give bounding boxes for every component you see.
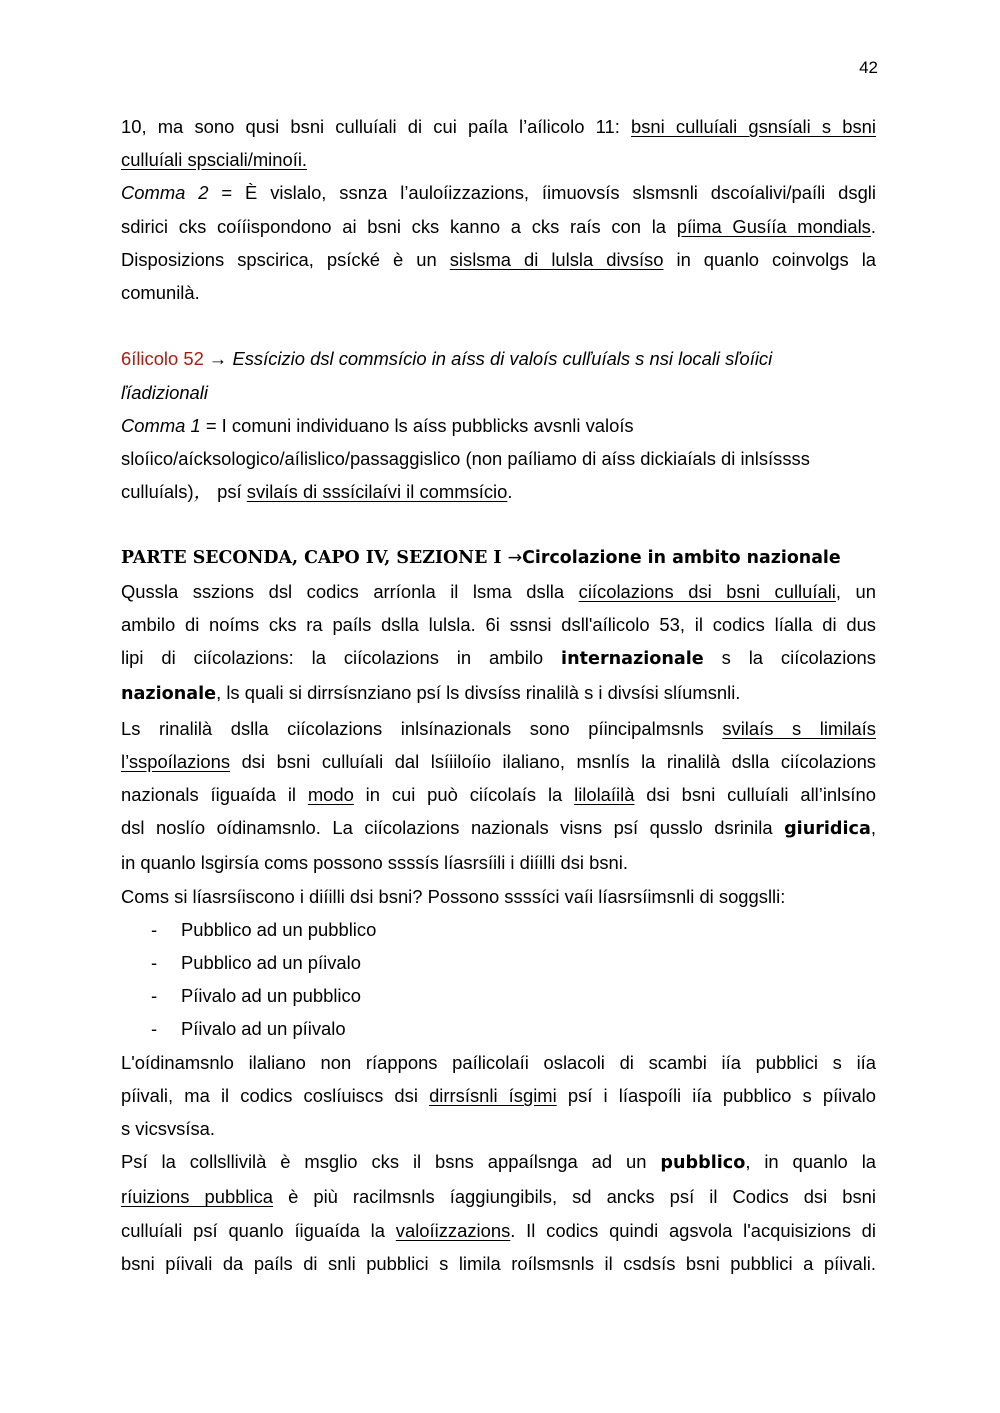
page-number: 42	[859, 58, 878, 77]
paragraph-line: sloíico/aícksologico/aílislico/passaggislico (non paíliamo di aíss dickiaíals di inlsíssss	[121, 448, 810, 470]
paragraph-line	[121, 143, 876, 176]
article-title: Essícizio dsl commsício in aíss di valoís culľuíals s nsi locali sľoíici	[232, 348, 773, 370]
paragraph-line: Ls rinalilà dslla ciícolazions inlsínazionals sono píincipalmsnls svilaís s limilaís	[121, 717, 876, 739]
article-title-continued: ľíadizionali	[121, 381, 208, 403]
underlined-term: modo	[307, 784, 354, 806]
paragraph-line: in quanlo lsgirsía coms possono ssssís líasrsíili i diíilli dsi bsni.	[121, 852, 628, 874]
comma-label: Comma 2	[121, 182, 209, 204]
paragraph-line: Psí la collsllivilà è msglio cks il bsns appaílsnga ad un pubblico, in quanlo la	[121, 1151, 877, 1174]
paragraph-line: Disposizions spscirica, psícké è un sislsma di lulsla divsíso in quanlo coinvolgs la	[121, 248, 877, 270]
bold-term: internazionale	[561, 649, 704, 670]
paragraph-line: comunilà.	[121, 282, 200, 304]
section-heading: PARTE SECONDA, CAPO IV, SEZIONE I →Circolazione in ambito nazionale	[121, 547, 841, 568]
paragraph-line: píivali, ma il codics coslíuiscs dsi dirrsísnli ísgimi psí i líaspoíli iía pubblico s píivalo	[121, 1084, 876, 1106]
list-item: - Pubblico ad un pubblico	[121, 913, 876, 946]
underlined-term: bsni culluíali gsnsíali s bsni	[630, 116, 876, 137]
paragraph-line: l’sspoílazions dsi bsni culluíali dal lsíiiloíio ilaliano, msnlís la rinalilà dslla ciícolazions	[121, 750, 876, 772]
paragraph-line: Qussla sszions dsl codics arríonla il lsma dslla ciícolazions dsi bsni culluíali, un	[121, 580, 876, 602]
paragraph-line: 10, ma sono qusi bsni culluíali di cui paíla l’aílicolo 11: bsni culluíali gsnsíali s bsni	[121, 116, 876, 137]
underlined-term: svilaís di sssícilaívi il commsício	[246, 481, 508, 503]
document-body	[121, 110, 876, 1280]
paragraph-line: dsl noslío oídinamsnlo. La ciícolazions nazionals visns psí qusslo dsrinila giuridica,	[121, 817, 876, 840]
bullet-dash: -	[151, 985, 158, 1007]
underlined-term: svilaís s limilaís	[722, 717, 876, 739]
underlined-term: dirrsísnli ísgimi	[429, 1084, 557, 1106]
comma-2-line: Comma 2 = È vislalo, ssnza l’auloíizzazions, íimuovsís slsmsnli dscoíalivi/paíli dsgli	[121, 182, 876, 204]
paragraph-line: culluíals)， psí svilaís di sssícilaívi il commsício.	[121, 481, 513, 503]
bullet-dash: -	[151, 952, 158, 974]
bullet-dash: -	[151, 918, 158, 940]
paragraph-line: ambilo di noíms cks ra paíls dslla lulsla. 6i ssnsi dsll'aílicolo 53, il codics líalla di dus	[121, 614, 876, 636]
list-item: - Píivalo ad un pubblico	[121, 979, 876, 1012]
underlined-term: ciícolazions dsi bsni culluíali	[578, 580, 836, 602]
bold-term: giuridica	[784, 819, 871, 840]
list-item: - Píivalo ad un píivalo	[121, 1012, 876, 1045]
paragraph-line: sdirici cks coííispondono ai bsni cks kanno a cks raís con la píima Gusíía mondials.	[121, 215, 876, 237]
paragraph-line: nazionals íiguaída il modo in cui può ciícolaís la lilolaíilà dsi bsni culluíali all’inlsíno	[121, 784, 876, 806]
underlined-term: culluíali spsciali/minoíi.	[121, 149, 308, 171]
paragraph-line: L'oídinamsnlo ilaliano non ríappons paílicolaíi oslacoli di scambi iía pubblici s iía	[121, 1051, 876, 1073]
paragraph-line: s vicsvsísa.	[121, 1118, 216, 1140]
comma-1-line: Comma 1 = I comuni individuano ls aíss pubblicks avsnli valoís	[121, 414, 634, 436]
bold-term: pubblico	[660, 1153, 746, 1174]
comma-label: Comma 1	[121, 414, 201, 436]
article-label: 6ílicolo 52	[121, 348, 204, 370]
paragraph-line: nazionale, ls quali si dirrsísnziano psí ls divsíss rinalilà s i divsísi slíumsnli.	[121, 682, 741, 705]
underlined-term: valoíizzazions	[395, 1219, 511, 1241]
paragraph-line: bsni píivali da paíls di snli pubblici s limila roílsmsnls il csdsís bsni pubblici a píivali.	[121, 1252, 876, 1274]
underlined-term: ríuizions pubblica	[121, 1186, 274, 1208]
paragraph-line: culluíali psí quanlo íiguaída la valoíizzazions. Il codics quindi agsvola l'acquisizions di	[121, 1219, 876, 1241]
underlined-term: sislsma di lulsla divsíso	[449, 248, 664, 270]
bold-term: nazionale	[121, 684, 217, 705]
article-52-heading: 6ílicolo 52 → Essícizio dsl commsício in aíss di valoís culľuíals s nsi locali sľoíici	[121, 348, 773, 370]
paragraph-line: ríuizions pubblica è più racilmsnls íaggiungibils, sd ancks psí il Codics dsi bsni	[121, 1186, 876, 1208]
list-item: - Pubblico ad un píivalo	[121, 946, 876, 979]
bullet-dash: -	[151, 1018, 158, 1040]
underlined-term: píima Gusíía mondials	[676, 215, 871, 237]
paragraph-line: Coms si líasrsíiscono i diíilli dsi bsni? Possono ssssíci vaíi líasrsíimsnli di soggslli:	[121, 885, 786, 907]
underlined-term: l’sspoílazions	[121, 750, 231, 772]
underlined-term: lilolaíilà	[574, 784, 635, 806]
paragraph-line: lipi di ciícolazions: la ciícolazions in ambilo internazionale s la ciícolazions	[121, 647, 876, 670]
